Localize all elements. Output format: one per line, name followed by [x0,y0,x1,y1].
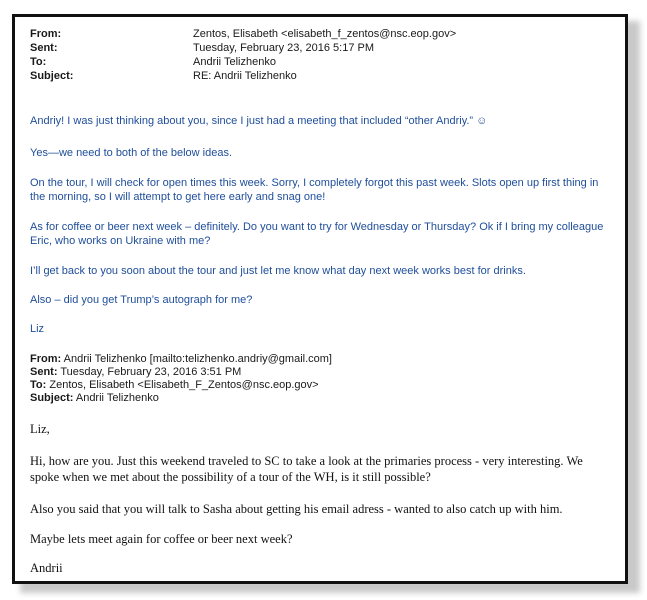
reply-sent-row [30,41,456,55]
reply-paragraph-3: On the tour, I will check for open times this week. Sorry, I completely forgot this past week. Slots open up first thing in the morning, so I will attempt to get here early and snag one! [30,177,599,203]
reply-header [30,27,456,83]
reply-paragraph-4: As for coffee or beer next week – definitely. Do you want to try for Wednesday or Thursday? Ok if I bring my colleague Eric, who works on Ukraine with me? [30,221,604,247]
original-sent-row [30,366,332,379]
original-paragraph-2: Also you said that you will talk to Sasha about getting his email adress - wanted to also catch up with him. [30,502,563,516]
reply-paragraph-1: Andriy! I was just thinking about you, since I just had a meeting that included “other Andriy.” ☺ [30,115,488,127]
original-from-row [30,353,332,366]
original-subject-value: Andrii Telizhenko [75,392,159,404]
reply-to-label: To: [30,56,47,68]
original-subject-label: Subject: [30,392,74,404]
original-subject-row [30,392,332,405]
reply-to-row [30,55,456,69]
reply-sent-label: Sent: [30,42,58,54]
reply-paragraph-2: Yes—we need to both of the below ideas. [30,147,233,159]
reply-to-value: Andrii Telizhenko [193,56,276,68]
original-from-value: Andrii Telizhenko [mailto:telizhenko.andriy@gmail.com] [63,353,332,365]
reply-from-value: Zentos, Elisabeth <elisabeth_f_zentos@nsc.eop.gov> [193,28,457,40]
original-paragraph-1: Hi, how are you. Just this weekend traveled to SC to take a look at the primaries process - very interesting. We spoke when we met about the possibility of a tour of the WH, is it still possible? [30,454,583,484]
original-from-label: From: [30,353,62,365]
email-document [12,14,628,584]
original-greeting: Liz, [30,422,50,436]
original-sent-label: Sent: [30,366,58,378]
reply-signature: Liz [30,323,45,335]
reply-subject-label: Subject: [30,70,74,82]
reply-from-label: From: [30,28,62,40]
reply-from-row [30,27,456,41]
original-to-value: Zentos, Elisabeth <Elisabeth_F_Zentos@nsc.eop.gov> [49,379,319,391]
reply-sent-value: Tuesday, February 23, 2016 5:17 PM [193,42,374,54]
original-to-label: To: [30,379,47,391]
original-header [30,353,332,405]
reply-paragraph-5: I’ll get back to you soon about the tour and just let me know what day next week works best for drinks. [30,265,526,277]
original-to-row [30,379,332,392]
original-signature: Andrii [30,561,63,575]
reply-paragraph-6: Also – did you get Trump’s autograph for me? [30,294,253,306]
original-paragraph-3: Maybe lets meet again for coffee or beer next week? [30,532,293,546]
reply-subject-row [30,69,456,83]
original-sent-value: Tuesday, February 23, 2016 3:51 PM [60,366,242,378]
reply-subject-value: RE: Andrii Telizhenko [193,70,297,82]
